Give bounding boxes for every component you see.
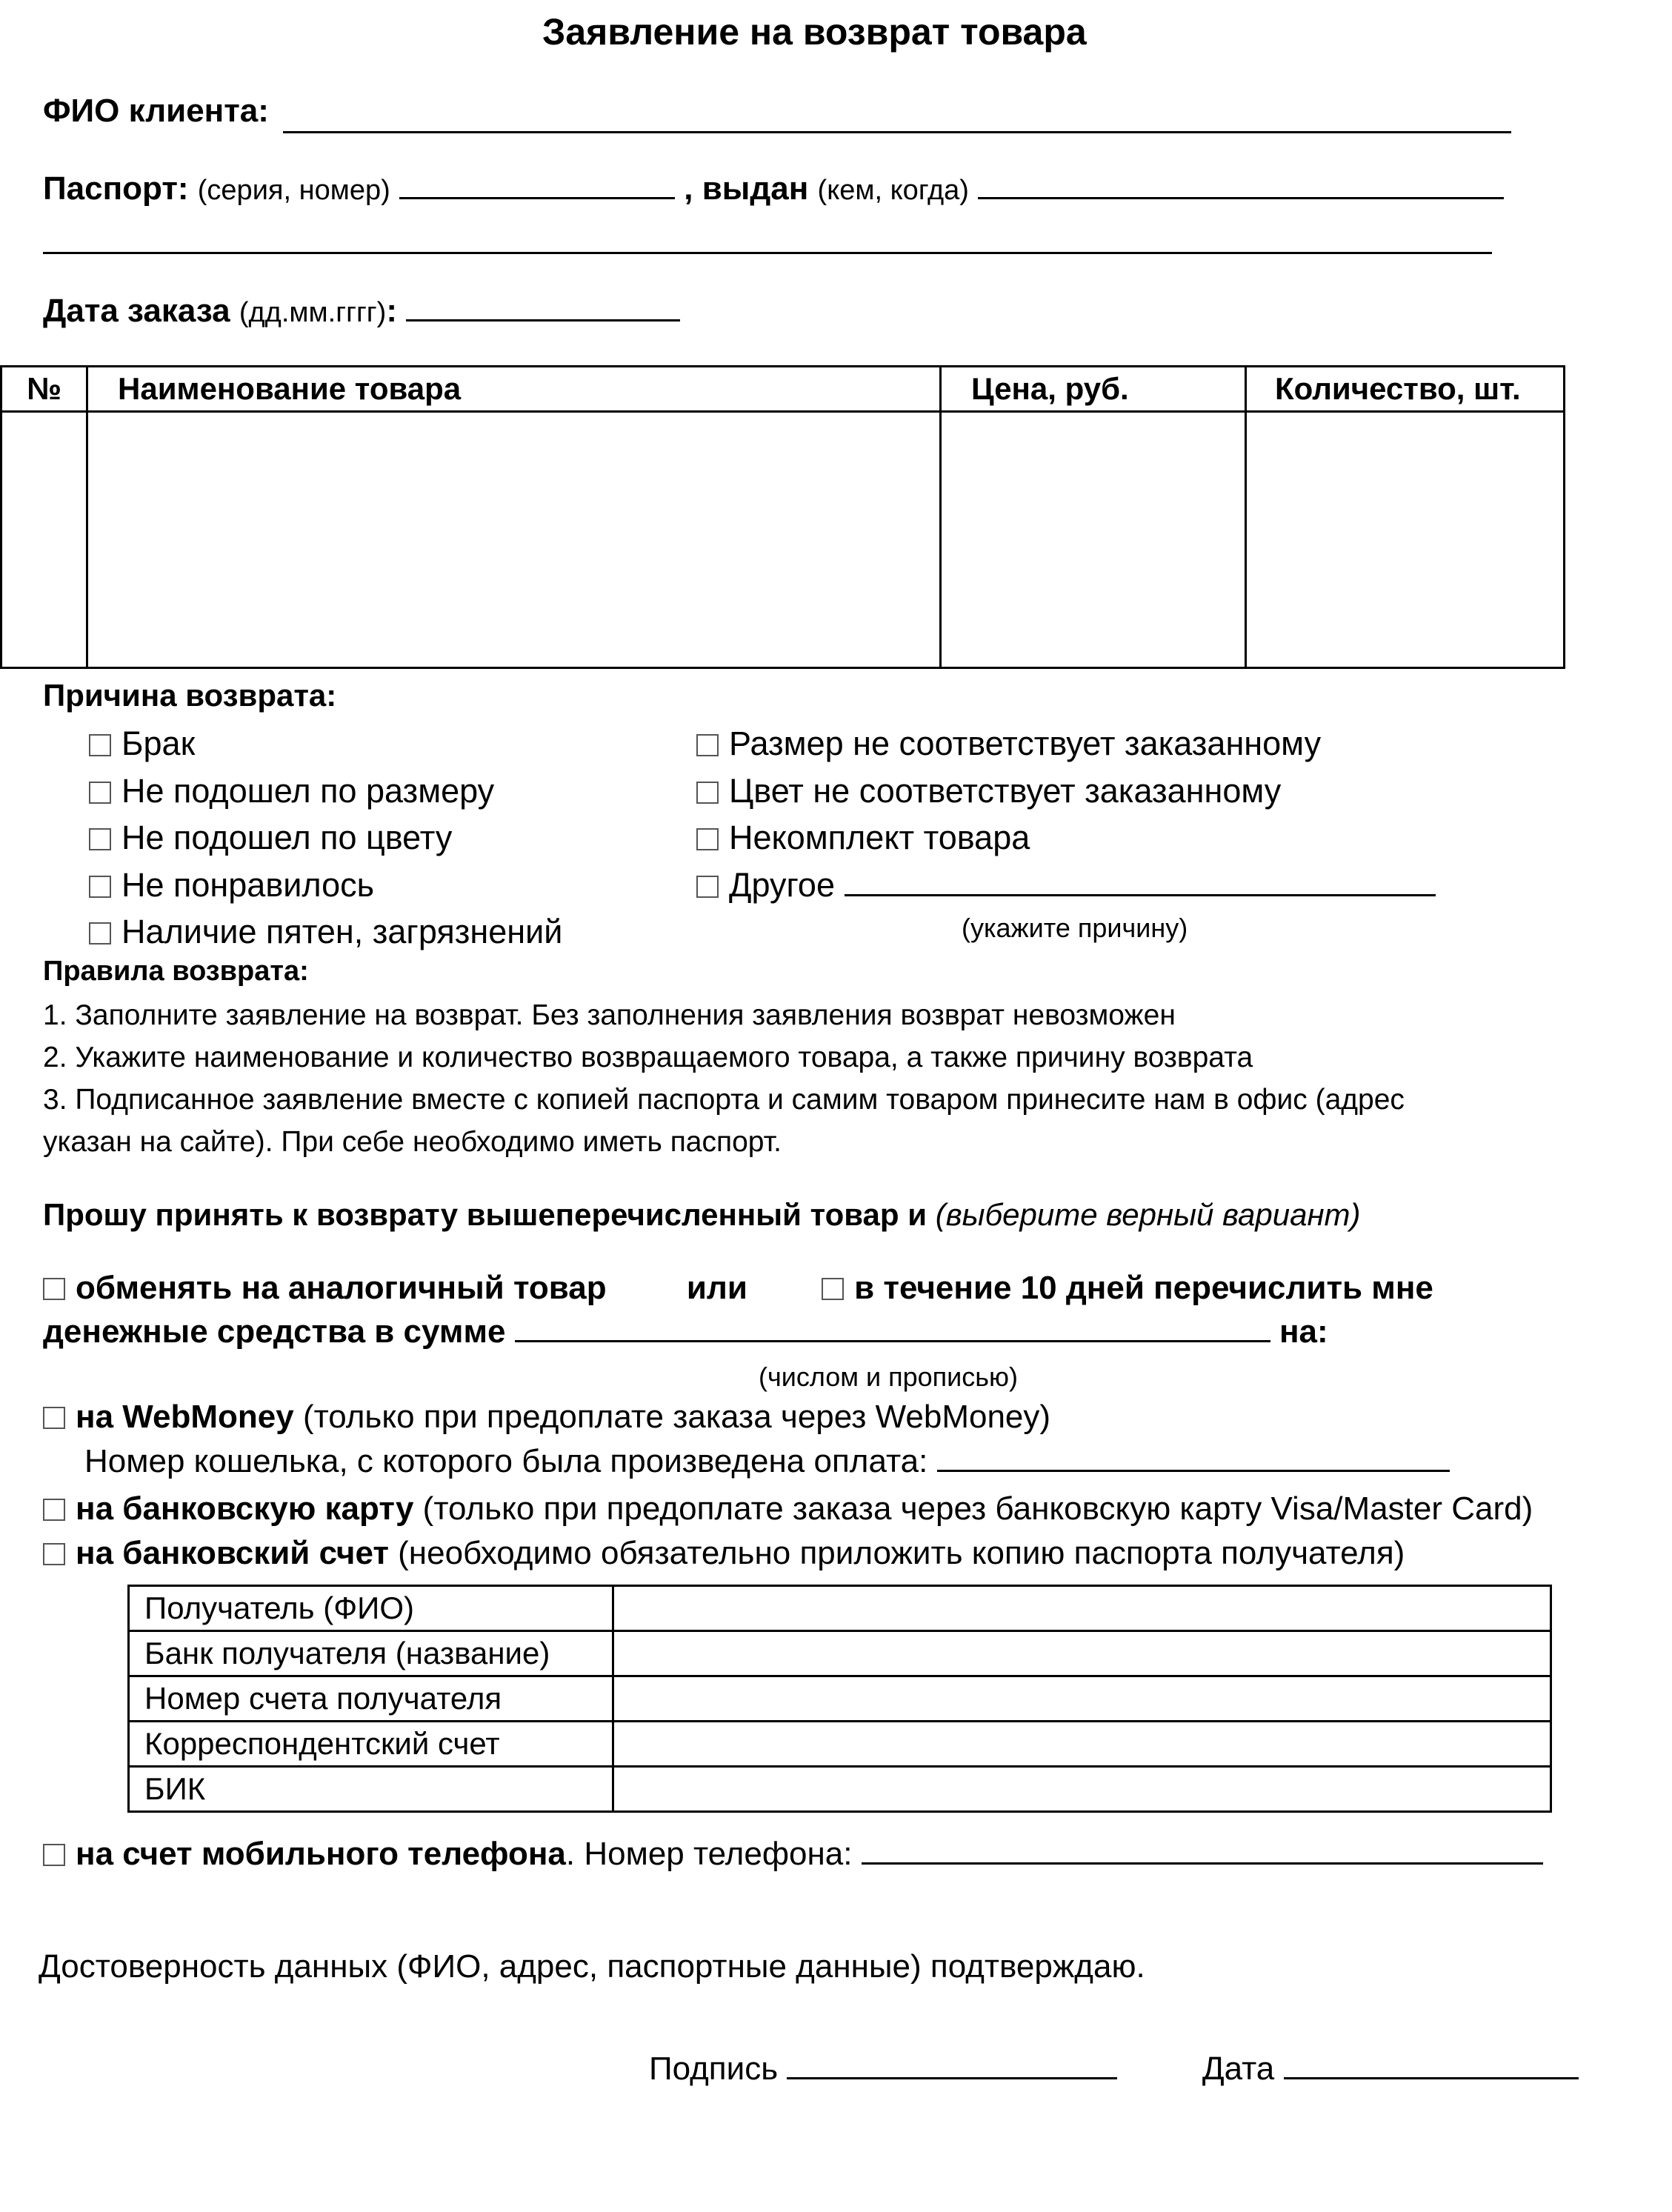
refund-checkbox-icon[interactable] <box>822 1278 844 1300</box>
col-header-name: Наименование товара <box>87 367 941 412</box>
passport-issued-label: , выдан <box>684 170 809 207</box>
refund-option: в течение 10 дней перечислить мне <box>854 1270 1433 1306</box>
amount-hint: (числом и прописью) <box>759 1362 1019 1392</box>
order-date-hint: (дд.мм.гггг) <box>239 297 387 328</box>
order-date-label: Дата заказа <box>43 293 230 329</box>
table-row <box>129 1676 1551 1722</box>
wallet-field[interactable] <box>937 1448 1450 1472</box>
other-reason-hint: (укажите причину) <box>962 913 1188 943</box>
refund-amount-row <box>43 1313 1328 1350</box>
passport-label: Паспорт: <box>43 170 189 207</box>
account-checkbox-icon[interactable] <box>43 1543 65 1565</box>
reason-label: Другое <box>729 865 835 904</box>
phone-field[interactable] <box>862 1840 1543 1865</box>
reason-label: Цвет не соответствует заказанному <box>729 771 1282 810</box>
bank-row-label: Корреспондентский счет <box>129 1722 613 1767</box>
reason-item-wrong-size[interactable] <box>89 767 562 815</box>
card-note: (только при предоплате заказа через банковскую карту Visa/Master Card) <box>422 1490 1533 1527</box>
rule-item: 1. Заполните заявление на возврат. Без заполнения заявления возврат невозможен <box>43 999 1176 1031</box>
reason-item-defect[interactable] <box>89 720 562 767</box>
reason-label: Некомплект товара <box>729 819 1030 856</box>
reason-label: Размер не соответствует заказанному <box>729 724 1322 762</box>
reason-label: Не понравилось <box>121 865 375 904</box>
or-label: или <box>686 1270 747 1306</box>
passport-series-field[interactable] <box>399 175 675 199</box>
checkbox-icon[interactable] <box>696 828 719 850</box>
refund-amount-field[interactable] <box>515 1318 1270 1342</box>
rule-item: 2. Укажите наименование и количество возвращаемого товара, а также причину возврата <box>43 1042 1253 1073</box>
mobile-label: на счет мобильного телефона <box>76 1836 566 1872</box>
rules-list <box>43 994 1405 1163</box>
checkbox-icon[interactable] <box>696 782 719 804</box>
order-date-field[interactable] <box>406 297 680 322</box>
reasons-left <box>89 720 562 956</box>
goods-table-header <box>1 367 1565 412</box>
reasons-right <box>696 720 1436 908</box>
bank-row-label: Банк получателя (название) <box>129 1631 613 1676</box>
request-hint: (выберите верный вариант) <box>935 1197 1361 1232</box>
mobile-checkbox-icon[interactable] <box>43 1844 65 1866</box>
col-header-number: № <box>1 367 87 412</box>
checkbox-icon[interactable] <box>89 734 111 756</box>
webmoney-checkbox-icon[interactable] <box>43 1407 65 1429</box>
card-label: на банковскую карту <box>76 1490 414 1527</box>
passport-issued-hint: (кем, когда) <box>817 175 969 206</box>
payment-card[interactable] <box>43 1490 1533 1528</box>
reason-label: Наличие пятен, загрязнений <box>121 913 563 950</box>
mobile-note: . Номер телефона: <box>565 1836 853 1872</box>
passport-issued-field-line2[interactable] <box>43 252 1492 254</box>
cell-name[interactable] <box>87 412 941 668</box>
rule-item: 3. Подписанное заявление вместе с копией паспорта и самим товаром принесите нам в офис (адрес <box>43 1084 1405 1116</box>
rules-title: Правила возврата: <box>43 956 309 987</box>
cell-quantity[interactable] <box>1246 412 1565 668</box>
table-row <box>129 1631 1551 1676</box>
passport-issued-field[interactable] <box>978 175 1504 199</box>
request-line <box>43 1197 1361 1233</box>
date-label: Дата <box>1202 2051 1275 2087</box>
reasons-title: Причина возврата: <box>43 678 337 713</box>
cell-number[interactable] <box>1 412 87 668</box>
bank-row-value[interactable] <box>613 1767 1551 1812</box>
cell-price[interactable] <box>941 412 1246 668</box>
refund-amount-label: денежные средства в сумме <box>43 1313 506 1350</box>
reason-item-color-mismatch[interactable] <box>696 767 1436 815</box>
reason-label: Не подошел по цвету <box>121 819 453 856</box>
table-row <box>129 1722 1551 1767</box>
page-title: Заявление на возврат товара <box>542 11 1087 53</box>
checkbox-icon[interactable] <box>89 828 111 850</box>
account-note: (необходимо обязательно приложить копию паспорта получателя) <box>398 1535 1405 1571</box>
goods-table <box>0 365 1565 669</box>
signature-label: Подпись <box>649 2051 779 2087</box>
card-checkbox-icon[interactable] <box>43 1499 65 1521</box>
checkbox-icon[interactable] <box>89 782 111 804</box>
table-row <box>129 1767 1551 1812</box>
other-reason-field[interactable] <box>845 867 1436 896</box>
bank-row-value[interactable] <box>613 1722 1551 1767</box>
reason-label: Не подошел по размеру <box>121 771 495 810</box>
checkbox-icon[interactable] <box>696 876 719 898</box>
bank-row-value[interactable] <box>613 1631 1551 1676</box>
refund-to-label: на: <box>1279 1313 1328 1350</box>
order-date-row <box>43 293 680 330</box>
wallet-label: Номер кошелька, с которого была произведена оплата: <box>84 1443 928 1479</box>
reason-item-wrong-color[interactable] <box>89 814 562 862</box>
bank-row-value[interactable] <box>613 1586 1551 1631</box>
wallet-row <box>84 1443 1450 1480</box>
reason-item-incomplete[interactable] <box>696 814 1436 862</box>
goods-table-row <box>1 412 1565 668</box>
order-date-colon: : <box>386 293 397 329</box>
reason-item-other[interactable] <box>696 862 1436 909</box>
payment-webmoney[interactable] <box>43 1399 1050 1436</box>
checkbox-icon[interactable] <box>89 922 111 945</box>
checkbox-icon[interactable] <box>696 734 719 756</box>
client-name-label: ФИО клиента: <box>43 93 269 129</box>
date-field[interactable] <box>1284 2055 1579 2079</box>
bank-row-label: Получатель (ФИО) <box>129 1586 613 1631</box>
exchange-checkbox-icon[interactable] <box>43 1278 65 1300</box>
reason-label: Брак <box>121 724 196 762</box>
refund-options <box>43 1270 1433 1307</box>
passport-series-hint: (серия, номер) <box>197 175 390 206</box>
signature-field[interactable] <box>787 2055 1117 2079</box>
payment-account[interactable] <box>43 1535 1405 1572</box>
reason-item-disliked[interactable] <box>89 862 562 909</box>
bank-row-label: БИК <box>129 1767 613 1812</box>
rule-item: указан на сайте). При себе необходимо иметь паспорт. <box>43 1126 782 1158</box>
payment-mobile[interactable] <box>43 1836 1543 1873</box>
col-header-quantity: Количество, шт. <box>1246 367 1565 412</box>
passport-row <box>43 170 1504 207</box>
webmoney-label: на WebMoney <box>76 1399 294 1435</box>
bank-row-label: Номер счета получателя <box>129 1676 613 1722</box>
exchange-option: обменять на аналогичный товар <box>76 1270 607 1306</box>
request-text: Прошу принять к возврату вышеперечисленный товар и <box>43 1197 927 1232</box>
reason-item-stains[interactable] <box>89 908 562 956</box>
signature-row <box>649 2051 1579 2088</box>
col-header-price: Цена, руб. <box>941 367 1246 412</box>
confirmation-text: Достоверность данных (ФИО, адрес, паспортные данные) подтверждаю. <box>39 1948 1145 1985</box>
reason-item-size-mismatch[interactable] <box>696 720 1436 767</box>
bank-row-value[interactable] <box>613 1676 1551 1722</box>
checkbox-icon[interactable] <box>89 876 111 898</box>
bank-details-table <box>127 1585 1552 1813</box>
account-label: на банковский счет <box>76 1535 389 1571</box>
table-row <box>129 1586 1551 1631</box>
webmoney-note: (только при предоплате заказа через WebMoney) <box>302 1399 1051 1435</box>
client-name-field[interactable] <box>283 131 1511 133</box>
